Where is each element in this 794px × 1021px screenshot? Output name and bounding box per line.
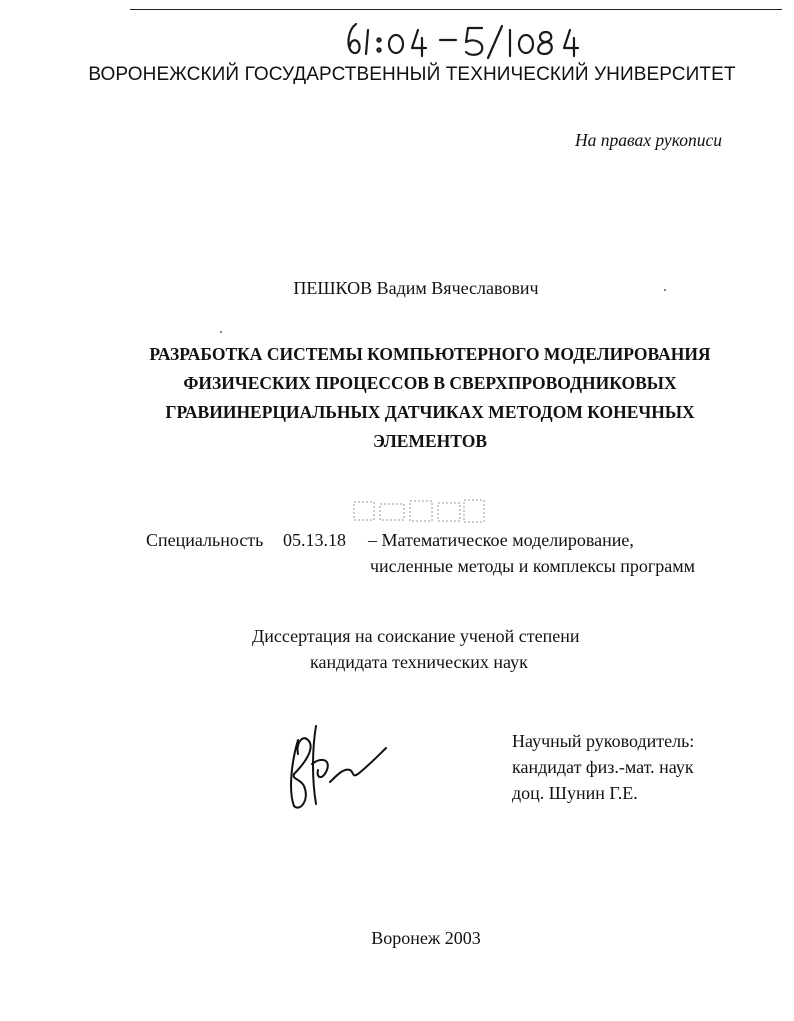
degree-line1: Диссертация на соискание ученой степени <box>252 626 580 646</box>
handwritten-shelfmark <box>342 16 592 60</box>
university-name: ВОРОНЕЖСКИЙ ГОСУДАРСТВЕННЫЙ ТЕХНИЧЕСКИЙ УНИВЕРСИТЕТ <box>88 64 736 85</box>
supervisor-role: Научный руководитель: <box>512 731 695 751</box>
supervisor-block <box>512 728 694 806</box>
title-line: ЭЛЕМЕНТОВ <box>372 431 487 451</box>
supervisor-name: доц. Шунин Г.Е. <box>512 783 638 803</box>
specialty-code: 05.13.18 <box>283 530 346 550</box>
specialty-label: Специальность <box>146 530 264 550</box>
specialty-name-line2: численные методы и комплексы программ <box>370 556 696 576</box>
title-line: ФИЗИЧЕСКИХ ПРОЦЕССОВ В СВЕРХПРОВОДНИКОВЫХ <box>183 373 677 393</box>
faint-library-stamp-icon <box>352 498 492 526</box>
signature-icon <box>282 720 392 812</box>
city-year: Воронеж 2003 <box>371 928 481 948</box>
title-line: ГРАВИИНЕРЦИАЛЬНЫХ ДАТЧИКАХ МЕТОДОМ КОНЕЧНЫХ <box>165 402 695 422</box>
degree-line2: кандидата технических наук <box>310 652 528 672</box>
dissertation-title <box>130 340 730 456</box>
specialty-name-line1: – Математическое моделирование, <box>368 530 634 550</box>
title-line: РАЗРАБОТКА СИСТЕМЫ КОМПЬЮТЕРНОГО МОДЕЛИРОВАНИЯ <box>149 344 711 364</box>
shelfmark-handwriting-icon <box>342 16 592 60</box>
author-name: ПЕШКОВ Вадим Вячеславович <box>293 278 539 298</box>
supervisor-degree: кандидат физ.-мат. наук <box>512 757 694 777</box>
scan-speck <box>664 289 666 291</box>
top-border-line <box>130 9 782 10</box>
rights-note: На правах рукописи <box>575 130 722 150</box>
scan-speck <box>220 331 222 333</box>
